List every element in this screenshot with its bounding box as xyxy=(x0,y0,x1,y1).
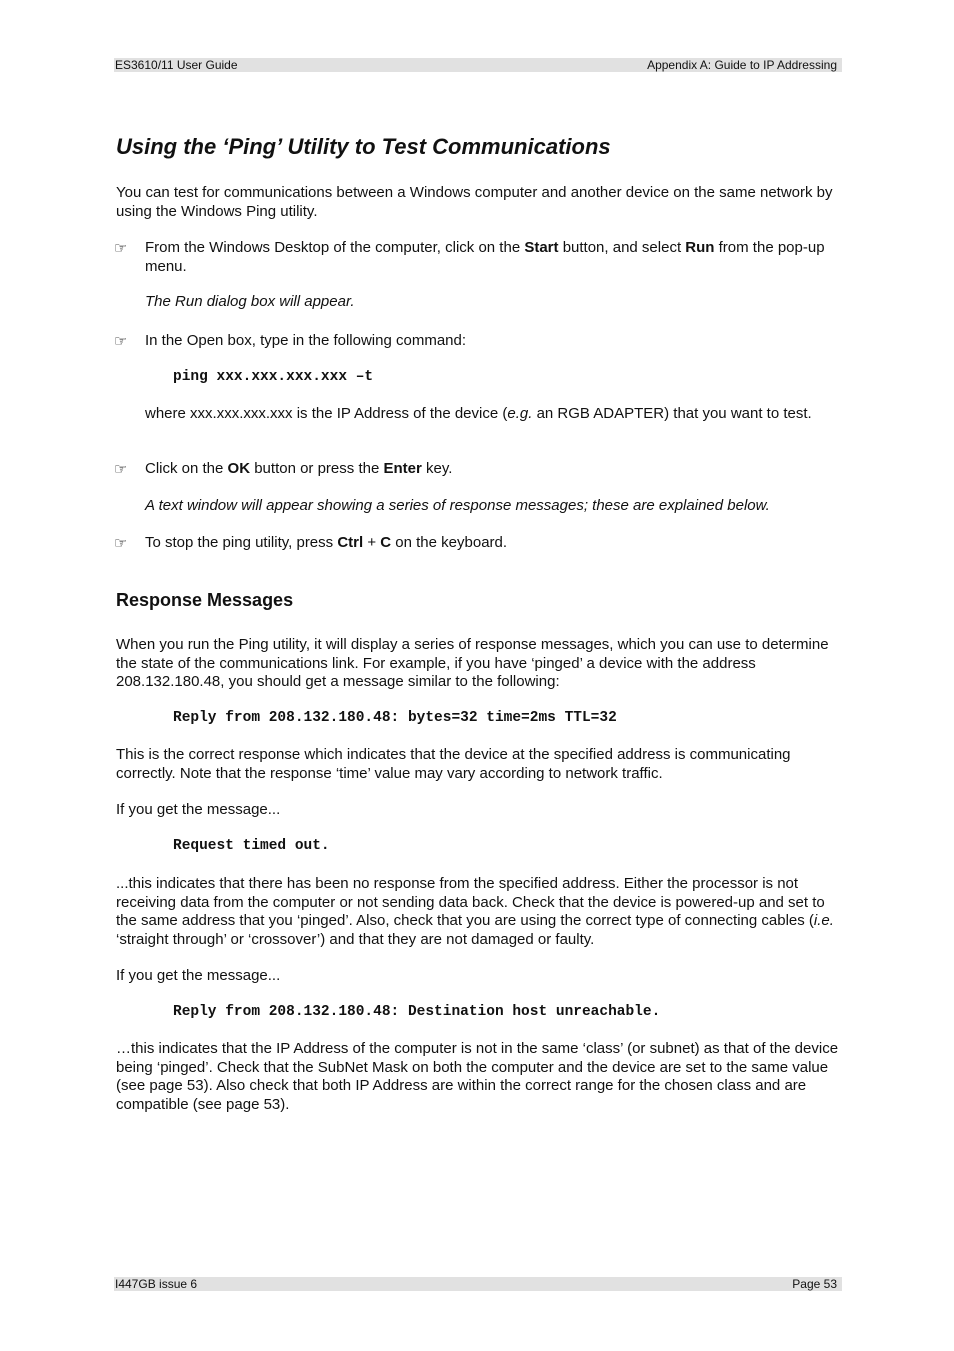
step-type-command: In the Open box, type in the following command: xyxy=(145,332,467,349)
reply-success-message: Reply from 208.132.180.48: bytes=32 time=2ms TTL=32 xyxy=(173,710,617,726)
intro-paragraph: You can test for communications between a Windows computer and another device on the same network by using the Windows Ping utility. xyxy=(116,184,833,220)
step-start-run: From the Windows Desktop of the computer, click on the Start button, and select Run from the pop-up menu. xyxy=(145,239,825,275)
step-stop-ping: To stop the ping utility, press Ctrl + C on the keyboard. xyxy=(145,534,508,551)
command-explanation: where xxx.xxx.xxx.xxx is the IP Address of the device (e.g. an RGB ADAPTER) that you want to test. xyxy=(145,405,812,422)
header-section-title: Appendix A: Guide to IP Addressing xyxy=(647,58,837,72)
pointing-hand-icon: ☞ xyxy=(114,239,128,257)
header-document-title: ES3610/11 User Guide xyxy=(115,58,238,72)
unreachable-explanation: …this indicates that the IP Address of the computer is not in the same ‘class’ (or subnet) as that of the device being ‘pinged’. Check that the SubNet Mask on both the computer and the device are set to the same value (see page 53). Also check that both IP Address are within the correct range for the chosen class and are compatible (see page 53). xyxy=(116,1040,839,1113)
timeout-explanation: ...this indicates that there has been no response from the specified address. Either the processor is not receiving data from the computer or not sending data back. Check that the device is powered-up and set to the same address that you ‘pinged’. Also, check that you are using the correct type of connecting cables (i.e. ‘straight through’ or ‘crossover’) and that they are not damaged or faulty. xyxy=(116,875,834,948)
unreachable-message: Reply from 208.132.180.48: Destination host unreachable. xyxy=(173,1004,661,1020)
page-header xyxy=(114,58,842,72)
ping-command: ping xxx.xxx.xxx.xxx –t xyxy=(173,369,374,385)
section-title: Response Messages xyxy=(116,590,294,610)
step-click-ok-result: A text window will appear showing a series of response messages; these are explained below. xyxy=(145,497,770,514)
pointing-hand-icon: ☞ xyxy=(114,534,128,552)
if-message-label: If you get the message... xyxy=(116,801,281,818)
footer-issue: I447GB issue 6 xyxy=(115,1277,198,1291)
page-footer xyxy=(114,1277,842,1291)
step-start-run-result: The Run dialog box will appear. xyxy=(145,293,355,310)
reply-success-explanation: This is the correct response which indicates that the device at the specified address is communicating correctly. Note that the response ‘time’ value may vary according to network traffic. xyxy=(116,746,791,782)
pointing-hand-icon: ☞ xyxy=(114,332,128,350)
pointing-hand-icon: ☞ xyxy=(114,460,128,478)
page-title: Using the ‘Ping’ Utility to Test Communications xyxy=(116,134,611,159)
if-message-label: If you get the message... xyxy=(116,967,281,984)
timeout-message: Request timed out. xyxy=(173,838,330,854)
page-number: Page 53 xyxy=(792,1277,837,1291)
response-intro: When you run the Ping utility, it will display a series of response messages, which you can use to determine the state of the communications link. For example, if you have ‘pinged’ a device with the address 208.132.180.48, you should get a message similar to the following: xyxy=(116,636,829,690)
step-click-ok: Click on the OK button or press the Enter key. xyxy=(145,460,453,477)
